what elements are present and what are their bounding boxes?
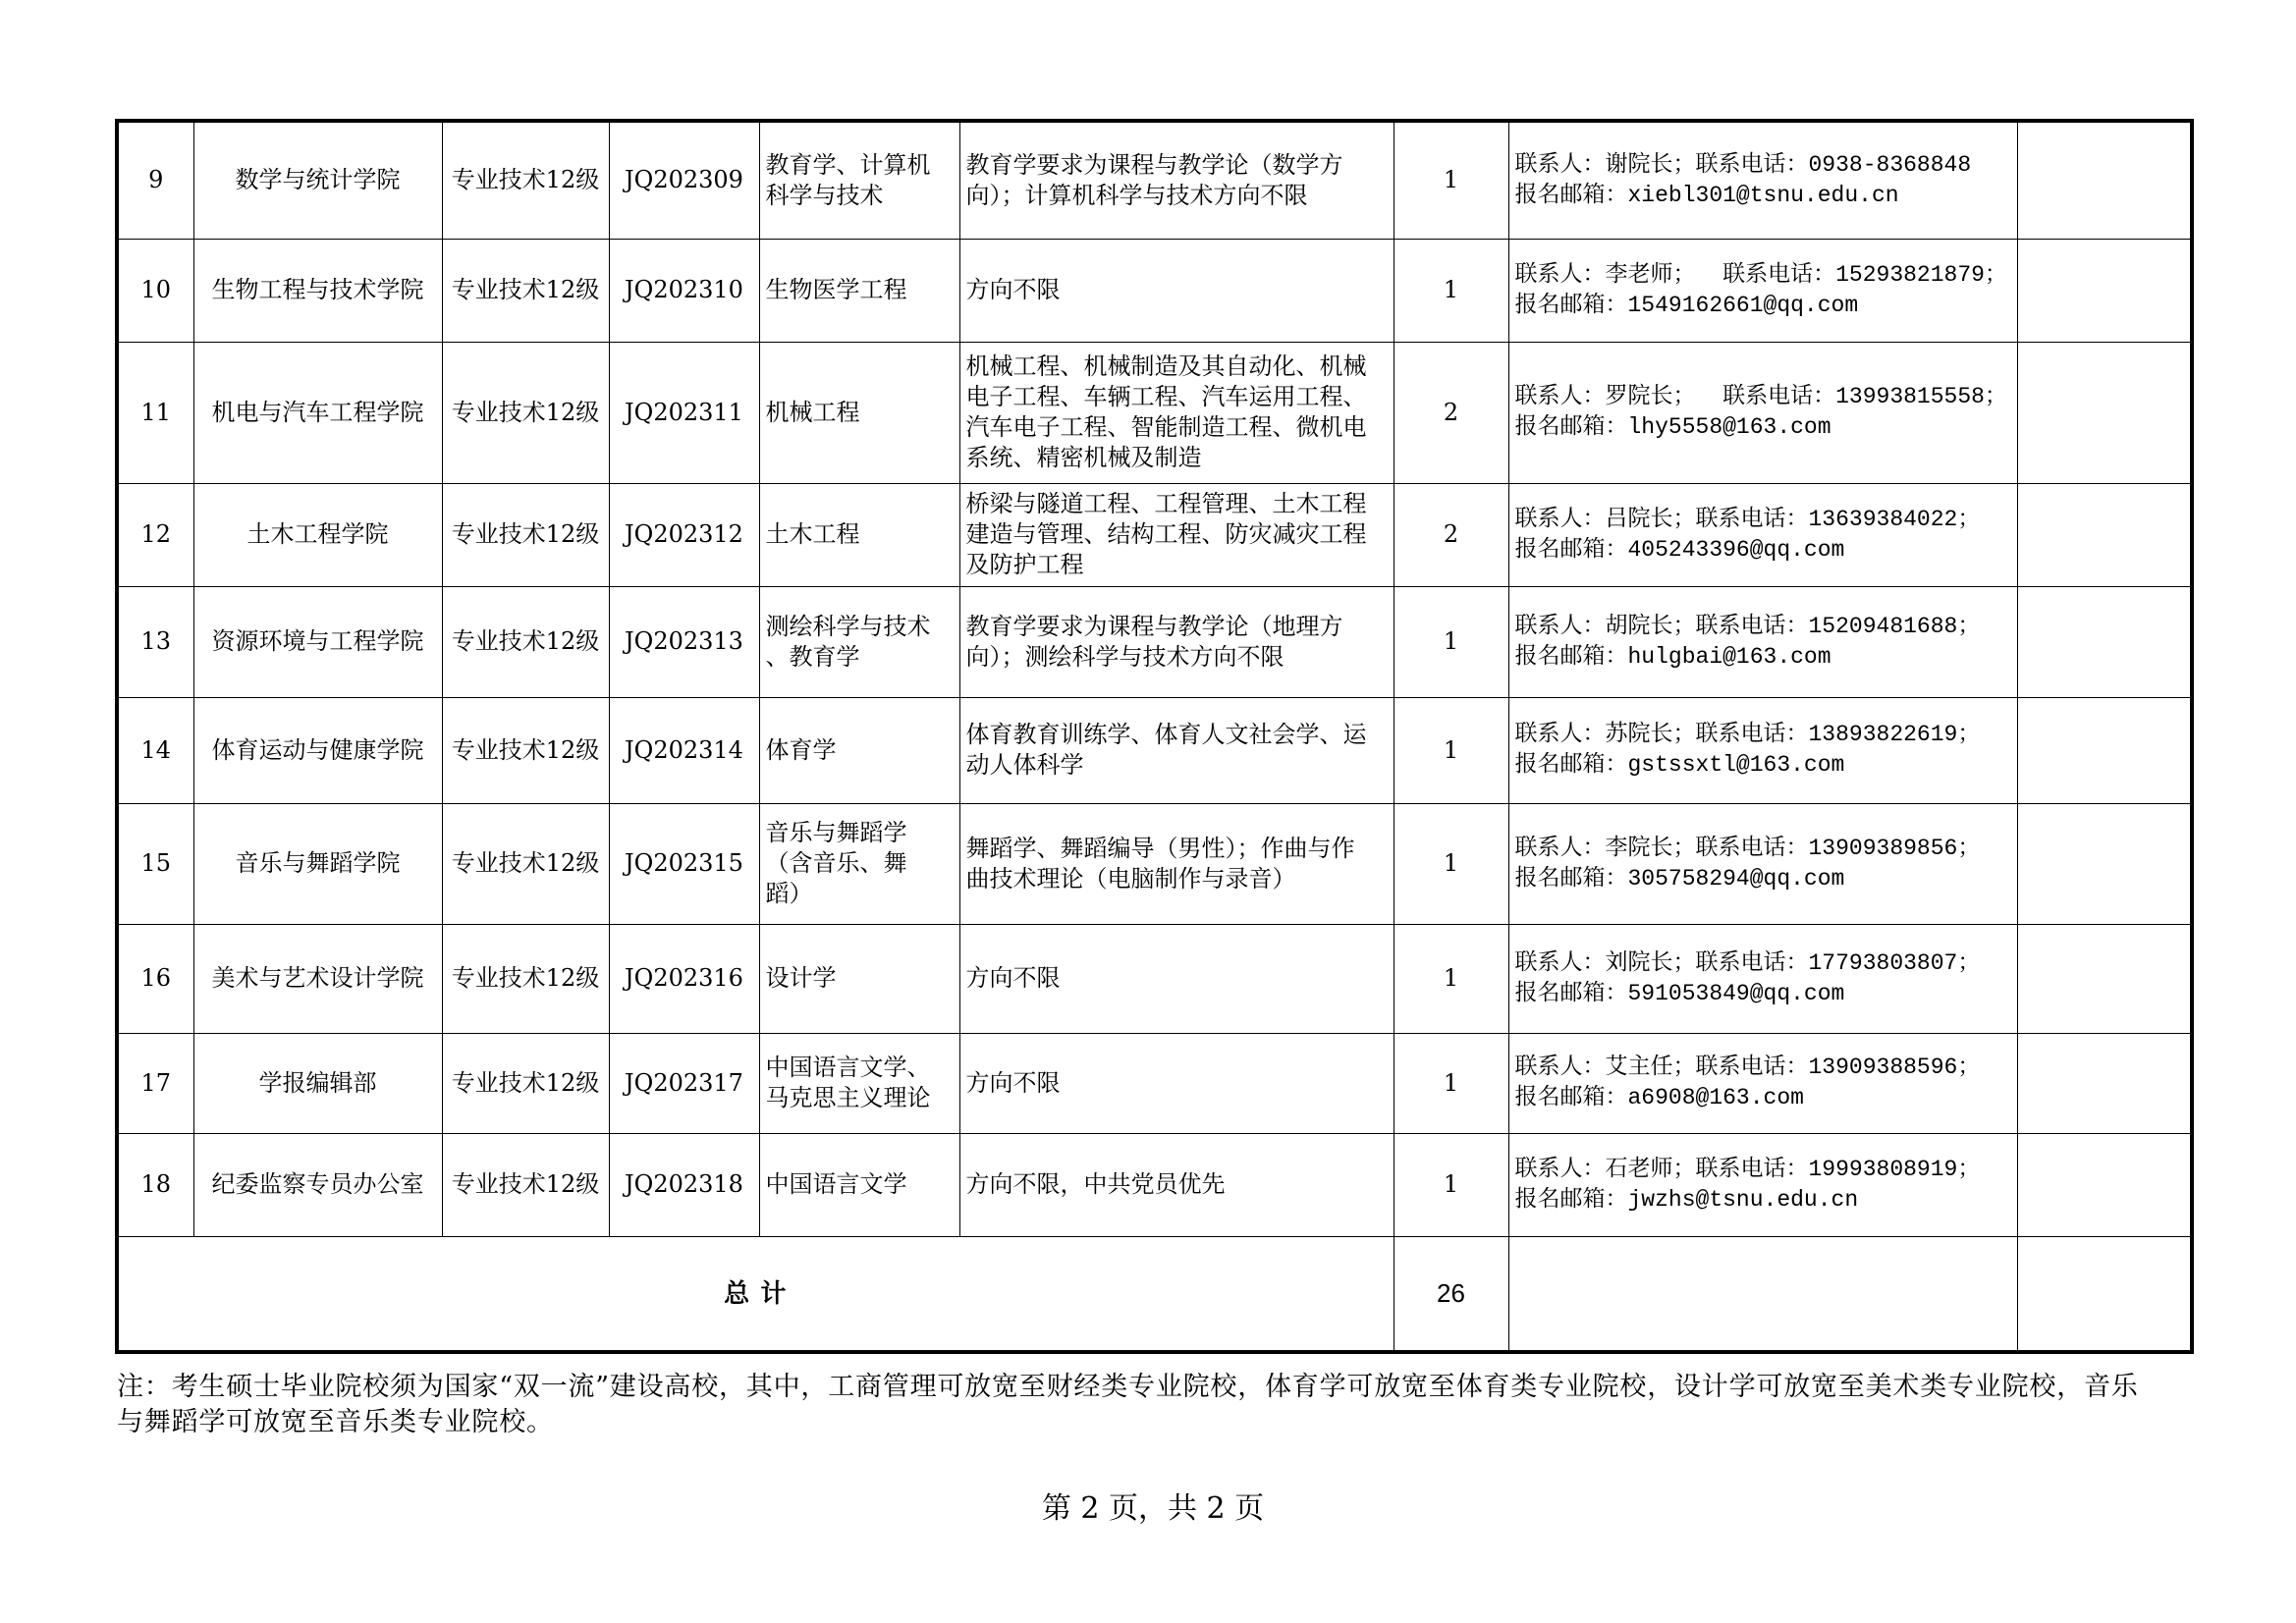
cell-major: 测绘科学与技术 、教育学 [759,586,959,697]
table-body [117,121,2192,1352]
cell-count: 1 [1394,924,1508,1033]
cell-code: JQ202316 [609,924,759,1033]
contact-line: 联系人：谢院长；联系电话：0938-8368848 [1514,151,1972,178]
cell-no: 10 [117,239,193,342]
total-row [117,1236,2192,1352]
contact-line: 联系人：艾主任；联系电话：13909388596； [1514,1055,1981,1080]
total-remark-cell [2017,1236,2192,1352]
cell-count: 1 [1394,803,1508,924]
contact-line: 联系人：苏院长；联系电话：13893822619； [1514,722,1981,747]
table-row [117,483,2192,586]
cell-count: 1 [1394,239,1508,342]
contact-line: 联系人：李老师； 联系电话：15293821879； [1514,261,2007,288]
cell-unit: 音乐与舞蹈学院 [193,803,442,924]
cell-direction: 方向不限 [959,924,1394,1033]
cell-major: 生物医学工程 [759,239,959,342]
cell-unit: 数学与统计学院 [193,121,442,239]
cell-remark [2017,1033,2192,1133]
email-line: 报名邮箱：405243396@qq.com [1514,536,1845,563]
cell-level: 专业技术12级 [442,1133,609,1236]
table-row [117,586,2192,697]
cell-no: 17 [117,1033,193,1133]
total-count: 26 [1394,1236,1508,1352]
cell-contact [1508,121,2017,239]
cell-major: 中国语言文学、 马克思主义理论 [759,1033,959,1133]
cell-count: 1 [1394,697,1508,803]
cell-no: 12 [117,483,193,586]
cell-level: 专业技术12级 [442,342,609,483]
cell-no: 18 [117,1133,193,1236]
cell-code: JQ202318 [609,1133,759,1236]
cell-contact [1508,586,2017,697]
cell-count: 1 [1394,586,1508,697]
cell-contact [1508,697,2017,803]
cell-code: JQ202309 [609,121,759,239]
cell-count: 2 [1394,483,1508,586]
cell-level: 专业技术12级 [442,239,609,342]
cell-contact [1508,1033,2017,1133]
contact-line: 联系人：罗院长； 联系电话：13993815558； [1514,384,2007,409]
cell-direction: 桥梁与隧道工程、工程管理、土木工程 建造与管理、结构工程、防灾减灾工程 及防护工程 [959,483,1394,586]
cell-major: 设计学 [759,924,959,1033]
cell-code: JQ202315 [609,803,759,924]
cell-remark [2017,342,2192,483]
cell-code: JQ202310 [609,239,759,342]
cell-remark [2017,483,2192,586]
cell-contact [1508,1133,2017,1236]
cell-no: 14 [117,697,193,803]
contact-line: 联系人：李院长；联系电话：13909389856； [1514,835,1981,861]
cell-code: JQ202314 [609,697,759,803]
cell-code: JQ202317 [609,1033,759,1133]
contact-line: 联系人：石老师；联系电话：19993808919； [1514,1156,1981,1182]
cell-major: 土木工程 [759,483,959,586]
email-line: 报名邮箱：591053849@qq.com [1514,980,1845,1006]
cell-major: 中国语言文学 [759,1133,959,1236]
cell-level: 专业技术12级 [442,1033,609,1133]
cell-major: 音乐与舞蹈学 （含音乐、舞 蹈） [759,803,959,924]
cell-unit: 土木工程学院 [193,483,442,586]
cell-remark [2017,1133,2192,1236]
table-row [117,1033,2192,1133]
cell-level: 专业技术12级 [442,924,609,1033]
cell-level: 专业技术12级 [442,697,609,803]
cell-remark [2017,586,2192,697]
cell-contact [1508,803,2017,924]
cell-level: 专业技术12级 [442,586,609,697]
cell-level: 专业技术12级 [442,483,609,586]
cell-direction: 机械工程、机械制造及其自动化、机械 电子工程、车辆工程、汽车运用工程、 汽车电子工程、智能制造工程、微机电 系统、精密机械及制造 [959,342,1394,483]
recruitment-table [115,119,2194,1354]
cell-unit: 生物工程与技术学院 [193,239,442,342]
cell-remark [2017,803,2192,924]
cell-contact [1508,483,2017,586]
contact-line: 联系人：吕院长；联系电话：13639384022； [1514,506,1981,532]
table-row [117,697,2192,803]
email-line: 报名邮箱：a6908@163.com [1514,1085,1804,1110]
cell-contact [1508,924,2017,1033]
cell-remark [2017,697,2192,803]
email-line: 报名邮箱：1549162661@qq.com [1514,292,1859,318]
email-line: 报名邮箱：hulgbai@163.com [1514,643,1831,670]
cell-remark [2017,924,2192,1033]
cell-no: 13 [117,586,193,697]
cell-no: 11 [117,342,193,483]
cell-count: 1 [1394,1133,1508,1236]
cell-direction: 体育教育训练学、体育人文社会学、运 动人体科学 [959,697,1394,803]
cell-no: 9 [117,121,193,239]
cell-unit: 美术与艺术设计学院 [193,924,442,1033]
cell-direction: 方向不限，中共党员优先 [959,1133,1394,1236]
cell-count: 1 [1394,121,1508,239]
cell-direction: 方向不限 [959,239,1394,342]
table-row [117,239,2192,342]
cell-level: 专业技术12级 [442,121,609,239]
cell-major: 机械工程 [759,342,959,483]
cell-direction: 教育学要求为课程与教学论（数学方 向）；计算机科学与技术方向不限 [959,121,1394,239]
total-contact-cell [1508,1236,2017,1352]
cell-count: 1 [1394,1033,1508,1133]
email-line: 报名邮箱：lhy5558@163.com [1514,414,1831,440]
contact-line: 联系人：刘院长；联系电话：17793803807； [1514,949,1981,976]
cell-code: JQ202313 [609,586,759,697]
table-row [117,342,2192,483]
email-line: 报名邮箱：xiebl301@tsnu.edu.cn [1514,182,1899,208]
cell-remark [2017,239,2192,342]
footnote: 注：考生硕士毕业院校须为国家“双一流”建设高校，其中，工商管理可放宽至财经类专业院校，体育学可放宽至体育类专业院校，设计学可放宽至美术类专业院校，音乐 与舞蹈学可放宽至音乐类专业院校。 [117,1372,2139,1437]
table-row [117,924,2192,1033]
cell-major: 体育学 [759,697,959,803]
cell-unit: 体育运动与健康学院 [193,697,442,803]
cell-code: JQ202311 [609,342,759,483]
table-row [117,803,2192,924]
cell-unit: 机电与汽车工程学院 [193,342,442,483]
cell-no: 15 [117,803,193,924]
email-line: 报名邮箱：jwzhs@tsnu.edu.cn [1514,1186,1859,1213]
cell-unit: 学报编辑部 [193,1033,442,1133]
cell-contact [1508,342,2017,483]
email-line: 报名邮箱：gstssxtl@163.com [1514,752,1845,778]
cell-contact [1508,239,2017,342]
cell-unit: 资源环境与工程学院 [193,586,442,697]
cell-level: 专业技术12级 [442,803,609,924]
cell-count: 2 [1394,342,1508,483]
cell-direction: 教育学要求为课程与教学论（地理方 向）；测绘科学与技术方向不限 [959,586,1394,697]
table-row [117,121,2192,239]
cell-major: 教育学、计算机 科学与技术 [759,121,959,239]
cell-direction: 方向不限 [959,1033,1394,1133]
email-line: 报名邮箱：305758294@qq.com [1514,865,1845,892]
page-footer: 第 2 页，共 2 页 [1041,1491,1265,1526]
total-label: 总 计 [117,1236,1394,1352]
contact-line: 联系人：胡院长；联系电话：15209481688； [1514,613,1981,639]
table-row [117,1133,2192,1236]
cell-remark [2017,121,2192,239]
cell-unit: 纪委监察专员办公室 [193,1133,442,1236]
cell-code: JQ202312 [609,483,759,586]
cell-no: 16 [117,924,193,1033]
cell-direction: 舞蹈学、舞蹈编导（男性）；作曲与作 曲技术理论（电脑制作与录音） [959,803,1394,924]
